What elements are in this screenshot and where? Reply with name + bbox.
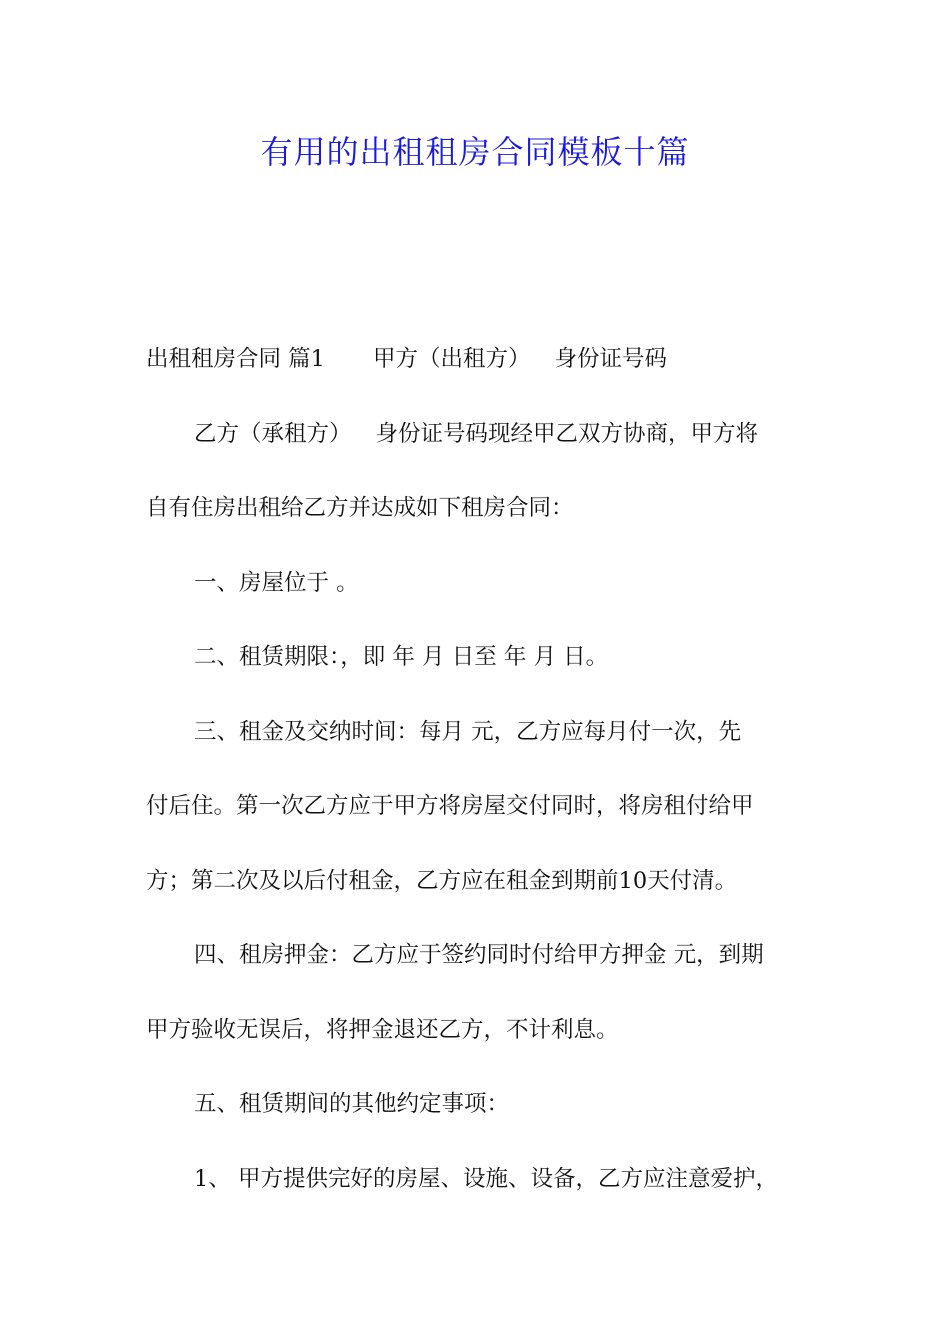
contract-heading: 出租租房合同 篇1 — [146, 346, 325, 372]
paragraph-line-2 — [194, 418, 874, 450]
paragraph-line-5: 二、租赁期限：，即 年 月 日至 年 月 日。 — [194, 644, 609, 670]
paragraph-line-8: 方；第二次及以后付租金，乙方应在租金到期前10天付清。 — [146, 868, 738, 894]
paragraph-line-6: 三、租金及交纳时间：每月 元，乙方应每月付一次，先 — [194, 719, 742, 745]
paragraph-line-1 — [146, 343, 826, 375]
paragraph-line-7: 付后住。第一次乙方应于甲方将房屋交付同时，将房租付给甲 — [146, 793, 754, 819]
paragraph-line-3: 自有住房出租给乙方并达成如下租房合同： — [146, 495, 574, 521]
paragraph-line-9: 四、租房押金：乙方应于签约同时付给甲方押金 元，到期 — [194, 942, 764, 968]
party-b-label: 乙方（承租方） — [194, 421, 352, 447]
paragraph-line-10: 甲方验收无误后，将押金退还乙方，不计利息。 — [146, 1017, 619, 1043]
paragraph-line-4: 一、房屋位于 。 — [194, 570, 359, 596]
paragraph-line-11: 五、租赁期间的其他约定事项： — [194, 1091, 510, 1117]
party-a-label: 甲方（出租方） — [372, 346, 531, 372]
party-b-id-text: 身份证号码现经甲乙双方协商，甲方将 — [375, 421, 759, 447]
party-a-id-label: 身份证号码 — [554, 346, 667, 372]
document-title: 有用的出租租房合同模板十篇 — [260, 133, 690, 171]
paragraph-line-12: 1、 甲方提供完好的房屋、设施、设备，乙方应注意爱护， — [194, 1166, 778, 1192]
